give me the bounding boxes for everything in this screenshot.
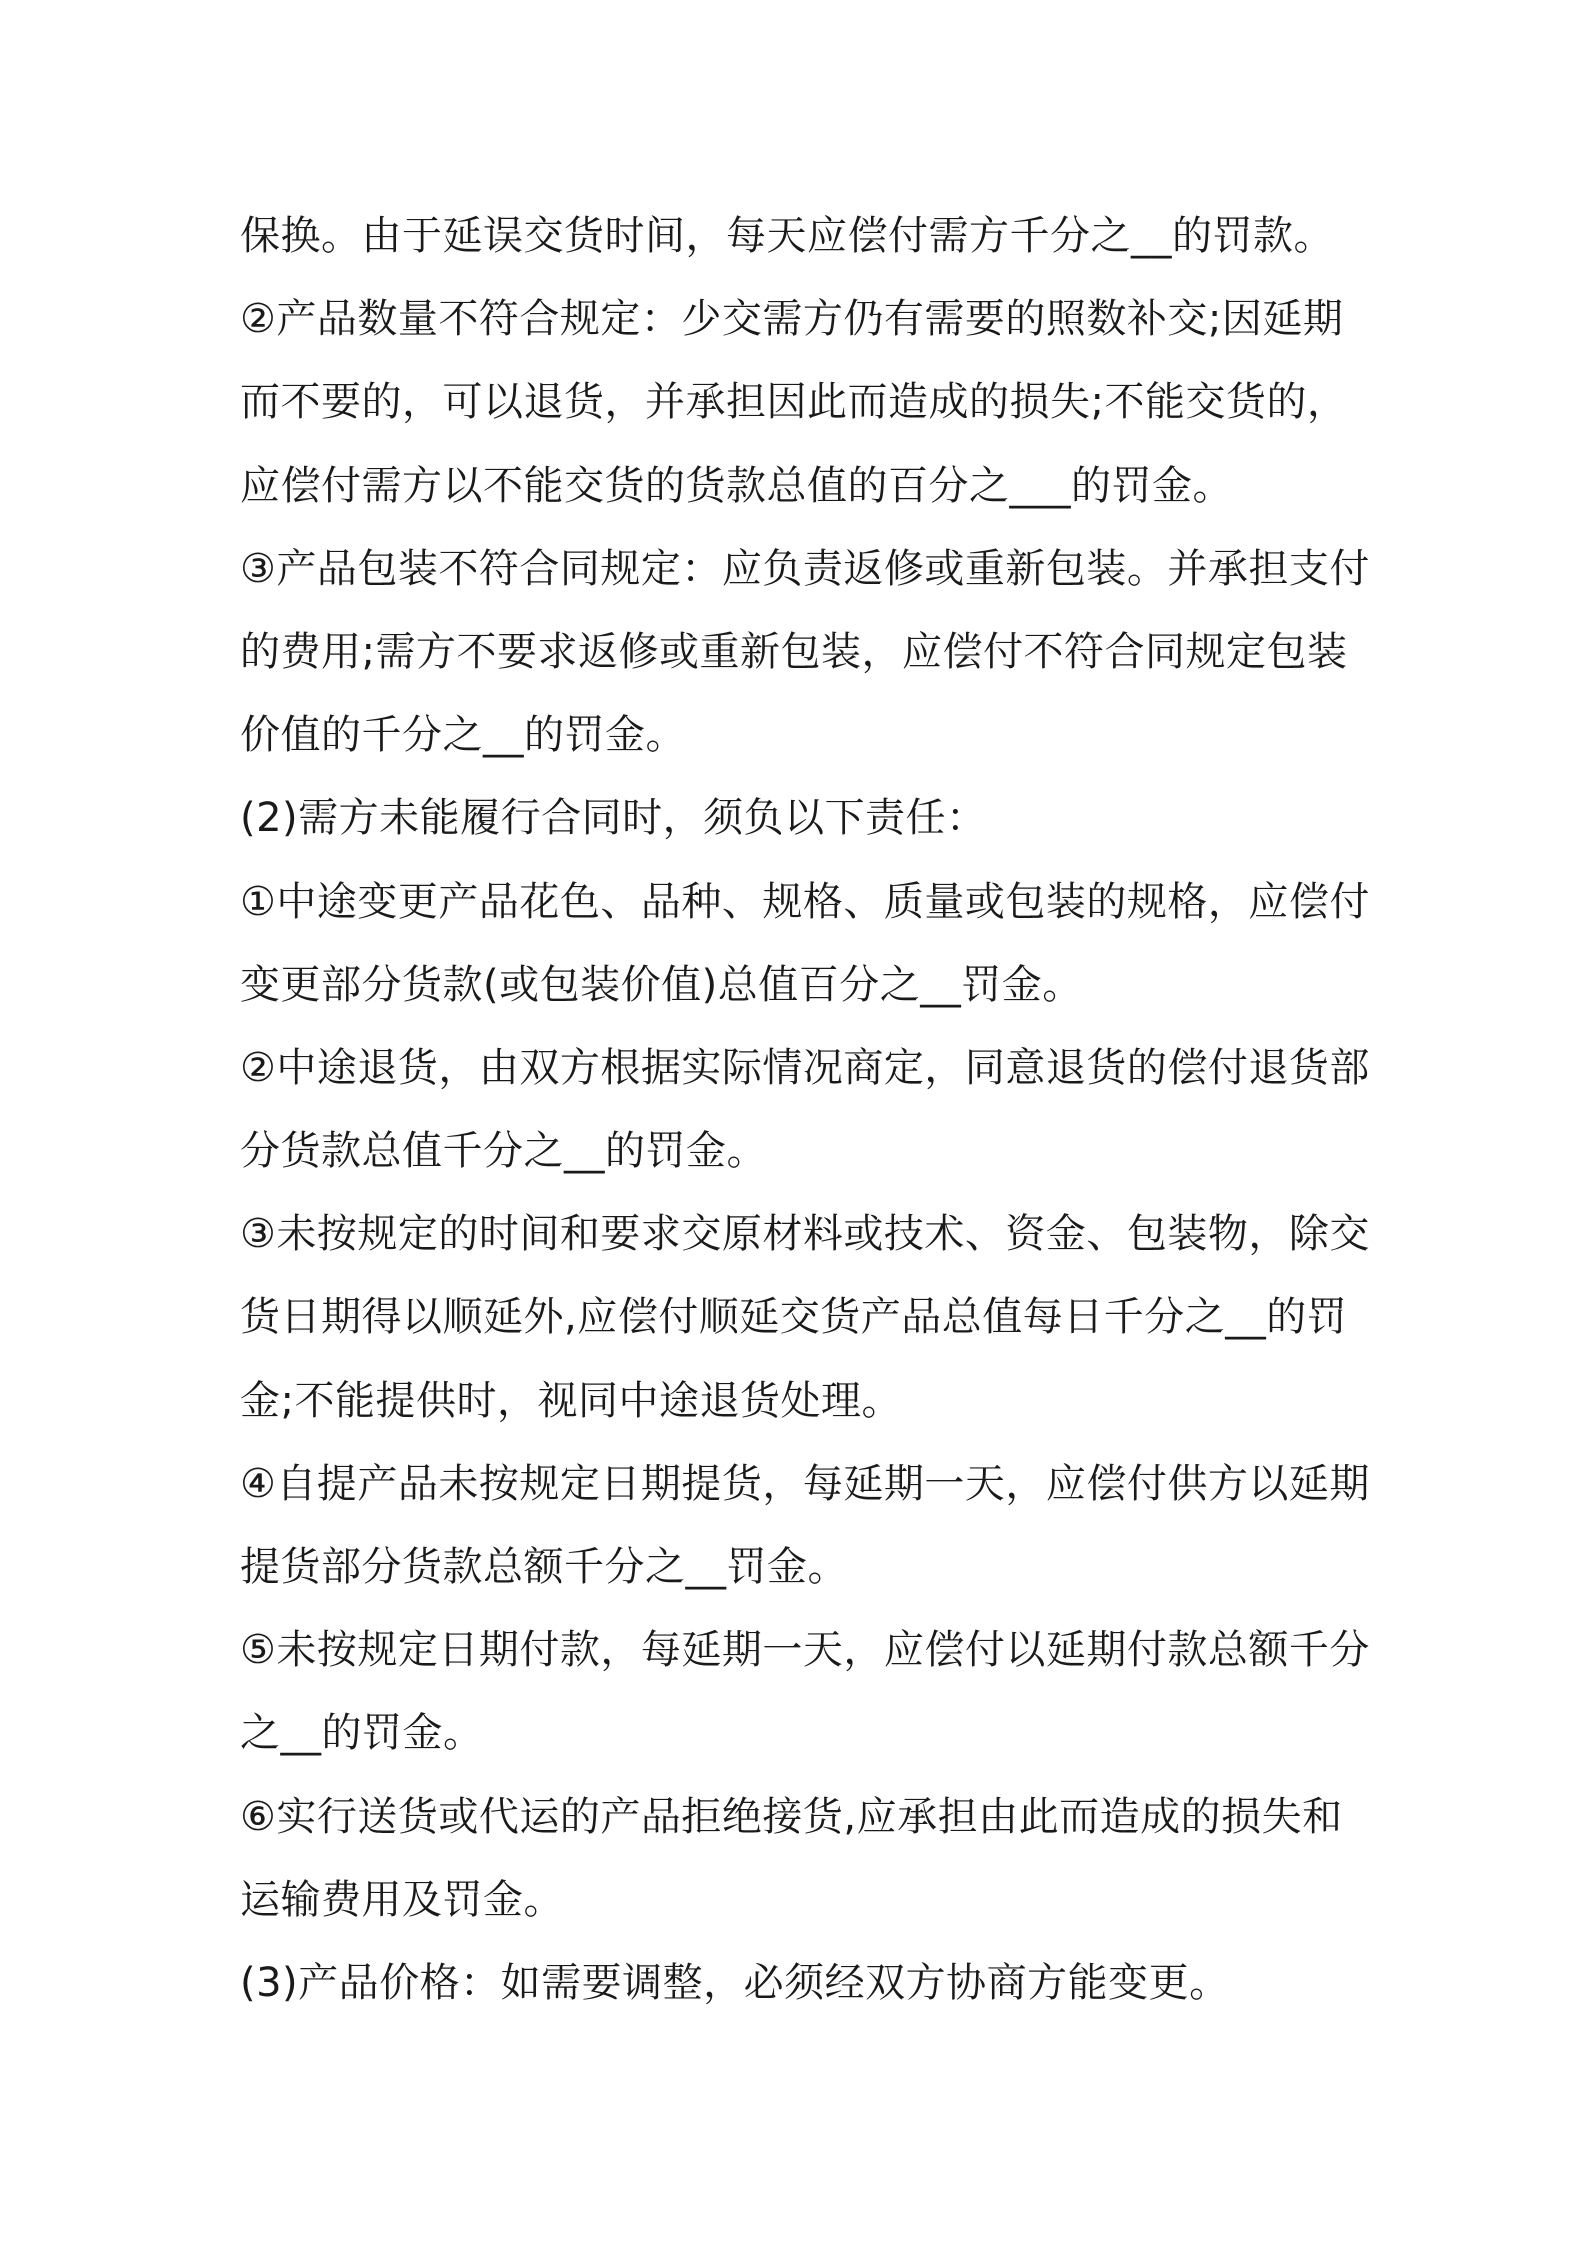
text-line: ⑤未按规定日期付款，每延期一天，应偿付以延期付款总额千分 [240, 1627, 1370, 1674]
text-line: (2)需方未能履行合同时，须负以下责任： [240, 795, 987, 842]
text-line: 保换。由于延误交货时间，每天应偿付需方千分之__的罚款。 [240, 213, 1334, 259]
text-line: ②中途退货，由双方根据实际情况商定，同意退货的偿付退货部 [240, 1044, 1370, 1091]
text-line: 应偿付需方以不能交货的货款总值的百分之___的罚金。 [240, 462, 1233, 509]
text-line: 而不要的，可以退货，并承担因此而造成的损失;不能交货的， [240, 379, 1348, 426]
text-line: 价值的千分之__的罚金。 [240, 712, 686, 759]
text-line: 金;不能提供时，视同中途退货处理。 [240, 1377, 902, 1424]
document-body [240, 195, 1370, 2025]
text-line: 分货款总值千分之__的罚金。 [240, 1128, 767, 1175]
text-line: 变更部分货款(或包装价值)总值百分之__罚金。 [240, 961, 1083, 1008]
text-line: 运输费用及罚金。 [240, 1876, 564, 1923]
text-line: 提货部分货款总额千分之__罚金。 [240, 1544, 848, 1590]
text-line: ①中途变更产品花色、品种、规格、质量或包装的规格，应偿付 [240, 878, 1370, 925]
text-line: ③未按规定的时间和要求交原材料或技术、资金、包装物，除交 [240, 1211, 1370, 1258]
text-line: ⑥实行送货或代运的产品拒绝接货,应承担由此而造成的损失和 [240, 1793, 1343, 1840]
text-line: ④自提产品未按规定日期提货，每延期一天，应偿付供方以延期 [240, 1460, 1370, 1507]
text-line: ②产品数量不符合规定：少交需方仍有需要的照数补交;因延期 [240, 296, 1344, 343]
text-line: 之__的罚金。 [240, 1710, 484, 1757]
text-line: 货日期得以顺延外,应偿付顺延交货产品总值每日千分之__的罚 [240, 1294, 1348, 1341]
text-line: (3)产品价格：如需要调整，必须经双方协商方能变更。 [240, 1959, 1230, 2006]
text-line: ③产品包装不符合同规定：应负责返修或重新包装。并承担支付 [240, 545, 1370, 592]
text-line: 的费用;需方不要求返修或重新包装，应偿付不符合同规定包装 [240, 628, 1348, 675]
